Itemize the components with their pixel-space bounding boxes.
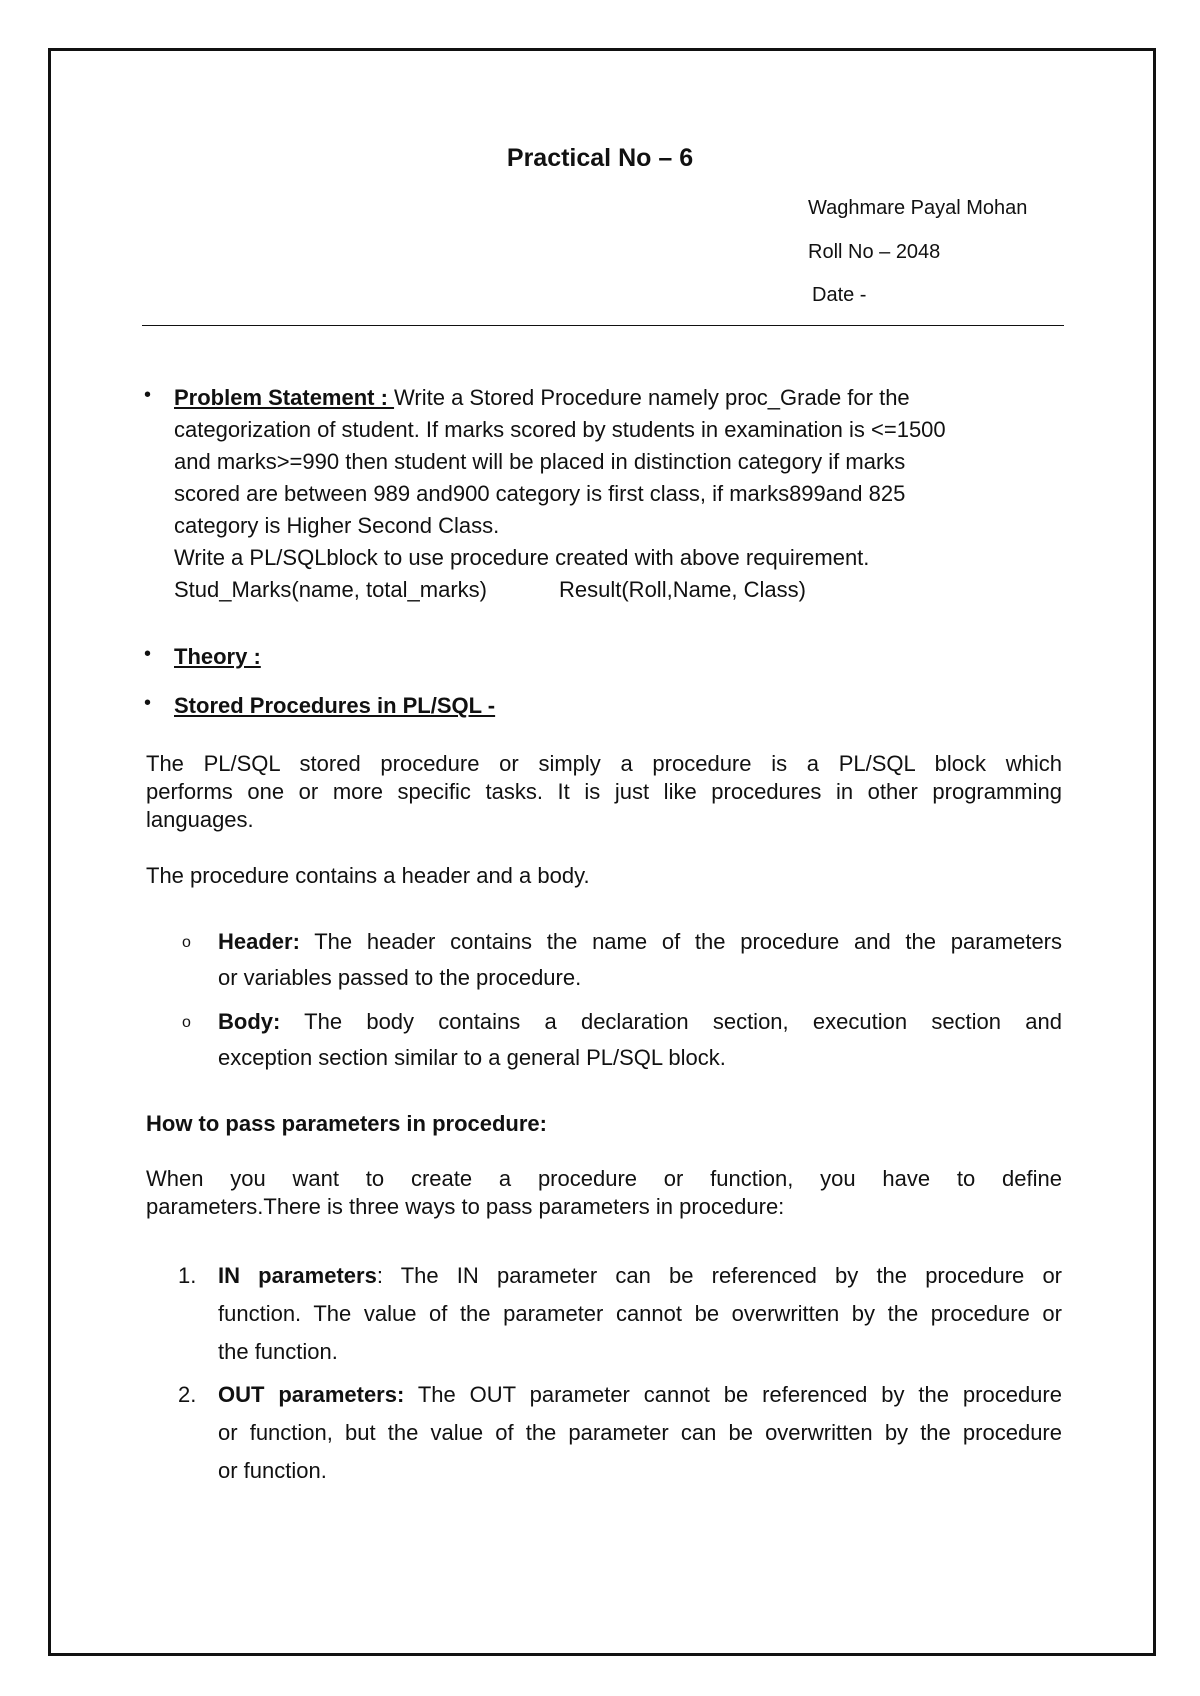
pass-intro-line: When you want to create a procedure or function, you have to define [146,1166,1062,1191]
table-definitions [174,574,1062,606]
part-text: or variables passed to the procedure. [218,965,582,990]
param-text: or function. [218,1458,327,1483]
intro-line: performs one or more specific tasks. It is just like procedures in other programming [146,779,1062,804]
list-number: 1. [178,1263,197,1288]
part-text: exception section similar to a general PL/SQL block. [218,1045,726,1070]
problem-line: category is Higher Second Class. [174,513,500,538]
problem-line: and marks>=990 then student will be placed in distinction category if marks [174,449,906,474]
pass-intro-line: parameters.There is three ways to pass parameters in procedure: [146,1194,785,1219]
param-text: function. The value of the parameter cannot be overwritten by the procedure or [218,1301,1062,1326]
intro-paragraph [146,750,1062,834]
stored-procedures-label: Stored Procedures in PL/SQL - [174,693,496,718]
bullet-icon: • [144,643,152,665]
problem-line: categorization of student. If marks scored by students in examination is <=1500 [174,417,946,442]
header-divider [142,325,1064,326]
param-text: or function, but the value of the parameter can be overwritten by the procedure [218,1420,1062,1445]
body-part-label: Body: [218,1009,281,1034]
intro-line: The PL/SQL stored procedure or simply a procedure is a PL/SQL block which [146,751,1062,776]
page-title: Practical No – 6 [506,144,694,172]
in-parameters-label: IN parameters [218,1263,377,1288]
roll-number: Roll No – 2048 [808,241,941,263]
header-part-label: Header: [218,929,300,954]
intro-line: languages. [146,807,254,832]
param-text: the function. [218,1339,338,1364]
table-stud-marks: Stud_Marks(name, total_marks) [174,577,487,602]
circle-bullet-icon: o [182,934,191,951]
pass-parameters-heading: How to pass parameters in procedure: [146,1111,547,1136]
bullet-icon: • [144,384,152,406]
problem-statement-label: Problem Statement : [174,385,395,410]
part-text: The header contains the name of the procedure and the parameters [299,929,1062,954]
problem-statement-body [174,382,1062,606]
bullet-icon: • [144,692,152,714]
theory-label: Theory : [174,644,261,669]
procedure-contains: The procedure contains a header and a body. [146,863,590,888]
date-field: Date - [812,284,867,306]
circle-bullet-icon: o [182,1014,191,1031]
param-text: The OUT parameter cannot be referenced by the procedure [404,1382,1062,1407]
param-text: : The IN parameter can be referenced by the procedure or [376,1263,1063,1288]
list-number: 2. [178,1382,197,1407]
problem-line: scored are between 989 and900 category is first class, if marks899and 825 [174,481,906,506]
table-result: Result(Roll,Name, Class) [559,577,806,602]
problem-line: Write a PL/SQLblock to use procedure created with above requirement. [174,545,870,570]
student-name: Waghmare Payal Mohan [808,197,1028,219]
pass-parameters-intro [146,1165,1062,1221]
problem-line: Write a Stored Procedure namely proc_Grade for the [394,385,910,410]
part-text: The body contains a declaration section, execution section and [280,1009,1062,1034]
out-parameters-label: OUT parameters: [218,1382,405,1407]
